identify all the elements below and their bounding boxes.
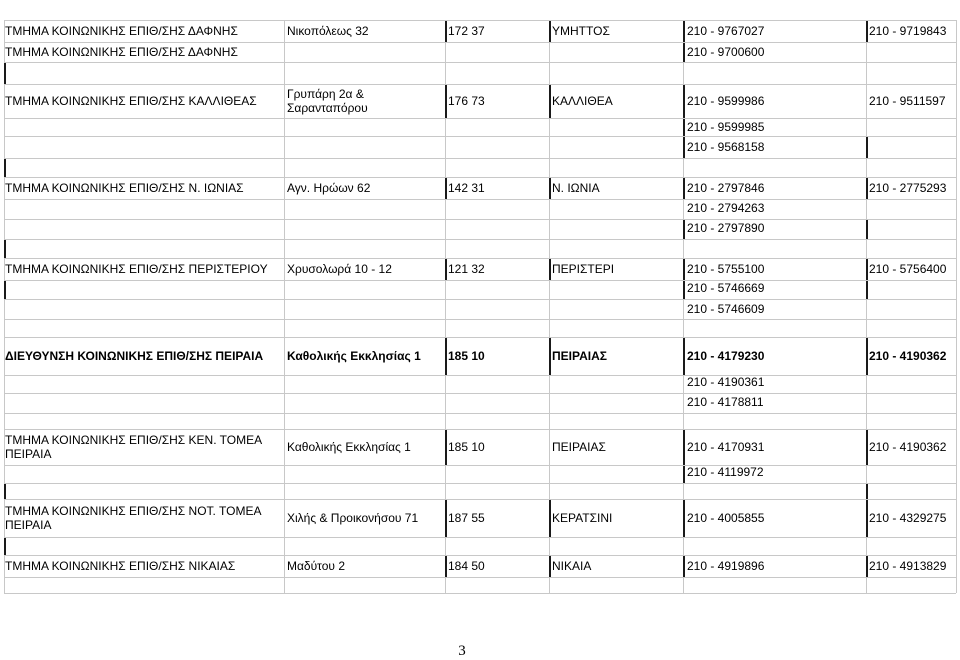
cell-area: ΚΑΛΛΙΘΕΑ [552,94,613,108]
cell-zip: 187 55 [448,511,485,525]
cell-area: ΥΜΗΤΤΟΣ [552,24,610,38]
table-row [0,299,960,319]
cell-zip: 172 37 [448,24,485,38]
grid-line [4,593,956,594]
cell-fax: 210 - 4190362 [869,349,947,363]
cell-fax [869,138,959,156]
cell-phone: 210 - 4119972 [687,465,764,479]
table-row [0,118,960,136]
cell-dept: ΤΜΗΜΑ ΚΟΙΝΩΝΙΚΗΣ ΕΠΙΘ/ΣΗΣ Ν. ΙΩΝΙΑΣ [5,181,244,195]
cell-zip: 142 31 [448,181,485,195]
cell-area [552,279,684,297]
cell-area [552,373,684,391]
cell-border-mark [4,63,6,84]
cell-area: ΚΕΡΑΤΣΙΝΙ [552,511,613,525]
cell-area: ΠΕΙΡΑΙΑΣ [552,440,606,454]
cell-address [287,118,445,136]
cell-zip [448,138,550,156]
cell-dept [5,199,285,217]
table-row [0,555,960,577]
cell-fax: 210 - 4913829 [869,559,947,573]
cell-fax: 210 - 5756400 [869,262,947,276]
cell-fax: 210 - 4329275 [869,511,947,525]
table-row [0,84,960,118]
cell-address [287,219,445,237]
cell-zip [448,299,550,319]
table-row [0,337,960,375]
cell-zip: 185 10 [448,349,485,363]
cell-dept: ΤΜΗΜΑ ΚΟΙΝΩΝΙΚΗΣ ΕΠΙΘ/ΣΗΣ ΔΑΦΝΗΣ [5,45,238,59]
cell-phone: 210 - 4178811 [687,395,764,409]
cell-border-mark [4,484,6,499]
table-row [0,373,960,391]
table-row [0,499,960,537]
cell-dept [5,138,285,156]
cell-zip: 176 73 [448,94,485,108]
cell-zip [448,373,550,391]
cell-zip [448,118,550,136]
cell-phone: 210 - 9599985 [687,120,765,134]
cell-fax: 210 - 2775293 [869,181,947,195]
table-row [0,219,960,237]
cell-dept [5,118,285,136]
cell-phone: 210 - 5746669 [687,281,765,295]
table-row [0,393,960,411]
grid-line [4,239,956,240]
cell-area: ΠΕΙΡΑΙΑΣ [552,349,607,363]
cell-phone: 210 - 9700600 [687,45,765,59]
cell-zip [448,393,550,411]
cell-fax [869,219,959,237]
grid-line [4,483,956,484]
cell-zip [448,279,550,297]
table-row [0,177,960,199]
cell-zip [448,463,550,481]
cell-phone: 210 - 5746609 [687,302,765,316]
cell-area: ΠΕΡΙΣΤΕΡΙ [552,262,615,276]
table-row [0,258,960,280]
cell-dept: ΤΜΗΜΑ ΚΟΙΝΩΝΙΚΗΣ ΕΠΙΘ/ΣΗΣ ΝΙΚΑΙΑΣ [5,559,236,573]
cell-zip [448,42,550,62]
cell-area [552,118,684,136]
cell-area [552,299,684,319]
cell-zip: 121 32 [448,262,485,276]
cell-address [287,42,445,62]
cell-address [287,299,445,319]
cell-dept [5,219,285,237]
grid-line [4,136,956,137]
cell-dept [5,279,285,297]
cell-area: Ν. ΙΩΝΙΑ [552,181,600,195]
table-row [0,42,960,62]
grid-line [4,413,956,414]
cell-phone: 210 - 9767027 [687,24,765,38]
cell-phone: 210 - 2797846 [687,181,765,195]
cell-fax [869,393,959,411]
cell-phone: 210 - 2797890 [687,221,765,235]
cell-phone: 210 - 9568158 [687,140,765,154]
cell-zip [448,199,550,217]
cell-fax [869,373,959,391]
cell-fax [869,42,959,62]
cell-zip [448,219,550,237]
grid-line [4,62,956,63]
cell-area [552,219,684,237]
table-row [0,20,960,42]
table-row [0,279,960,297]
cell-phone: 210 - 4190361 [687,375,765,389]
cell-zip: 185 10 [448,440,485,454]
cell-fax: 210 - 9719843 [869,24,947,38]
cell-fax [869,463,959,481]
page-number: 3 [458,643,466,659]
cell-fax [869,279,959,297]
table-row [0,463,960,481]
cell-fax: 210 - 4190362 [869,440,947,454]
cell-address [287,138,445,156]
cell-dept: ΤΜΗΜΑ ΚΟΙΝΩΝΙΚΗΣ ΕΠΙΘ/ΣΗΣ ΚΑΛΛΙΘΕΑΣ [5,94,257,108]
grid-line [4,319,956,320]
grid-line [4,158,956,159]
cell-phone: 210 - 5755100 [687,262,765,276]
grid-line [4,537,956,538]
cell-phone: 210 - 2794263 [687,201,765,215]
cell-border-mark [866,484,868,499]
grid-line [4,577,956,578]
cell-address [287,199,445,217]
cell-fax: 210 - 9511597 [869,94,946,108]
cell-address [287,373,445,391]
cell-address: Καθολικής Εκκλησίας 1 [287,349,421,363]
cell-dept: ΤΜΗΜΑ ΚΟΙΝΩΝΙΚΗΣ ΕΠΙΘ/ΣΗΣ ΔΑΦΝΗΣ [5,24,238,38]
cell-dept: ΤΜΗΜΑ ΚΟΙΝΩΝΙΚΗΣ ΕΠΙΘ/ΣΗΣ ΠΕΡΙΣΤΕΡΙΟΥ [5,262,268,276]
cell-area [552,138,684,156]
cell-address: Χρυσολωρά 10 - 12 [287,262,392,276]
table-row [0,138,960,156]
cell-address: Χιλής & Προικονήσου 71 [287,511,419,525]
cell-fax [869,299,959,319]
cell-address: Καθολικής Εκκλησίας 1 [287,440,411,454]
cell-phone: 210 - 4170931 [687,440,765,454]
cell-border-mark [4,538,6,555]
cell-address: Αγν. Ηρώων 62 [287,181,371,195]
cell-address: Νικοπόλεως 32 [287,24,369,38]
cell-area [552,393,684,411]
cell-dept: ΤΜΗΜΑ ΚΟΙΝΩΝΙΚΗΣ ΕΠΙΘ/ΣΗΣ ΚΕΝ. ΤΟΜΕΑ ΠΕΙΡΑΙΑ [5,433,262,461]
cell-dept: ΔΙΕΥΘΥΝΣΗ ΚΟΙΝΩΝΙΚΗΣ ΕΠΙΘ/ΣΗΣ ΠΕΙΡΑΙΑ [5,349,264,363]
table-row [0,199,960,217]
cell-dept [5,373,285,391]
cell-phone: 210 - 9599986 [687,94,765,108]
cell-phone: 210 - 4919896 [687,559,765,573]
cell-area [552,463,684,481]
table-row [0,429,960,465]
cell-address: Γρυπάρη 2α & Σαρανταπόρου [287,87,368,115]
cell-dept [5,299,285,319]
cell-fax [869,118,959,136]
cell-area [552,42,684,62]
cell-phone: 210 - 4179230 [687,349,765,363]
cell-dept [5,463,285,481]
cell-dept: ΤΜΗΜΑ ΚΟΙΝΩΝΙΚΗΣ ΕΠΙΘ/ΣΗΣ ΝΟΤ. ΤΟΜΕΑ ΠΕΙΡΑΙΑ [5,504,261,532]
cell-area: ΝΙΚΑΙΑ [552,559,592,573]
cell-address [287,279,445,297]
cell-border-mark [4,240,6,258]
cell-zip: 184 50 [448,559,485,573]
cell-address [287,393,445,411]
cell-fax [869,199,959,217]
cell-border-mark [4,159,6,177]
cell-dept [5,393,285,411]
cell-phone: 210 - 4005855 [687,511,765,525]
cell-address [287,463,445,481]
cell-area [552,199,684,217]
cell-address: Μαδύτου 2 [287,559,345,573]
